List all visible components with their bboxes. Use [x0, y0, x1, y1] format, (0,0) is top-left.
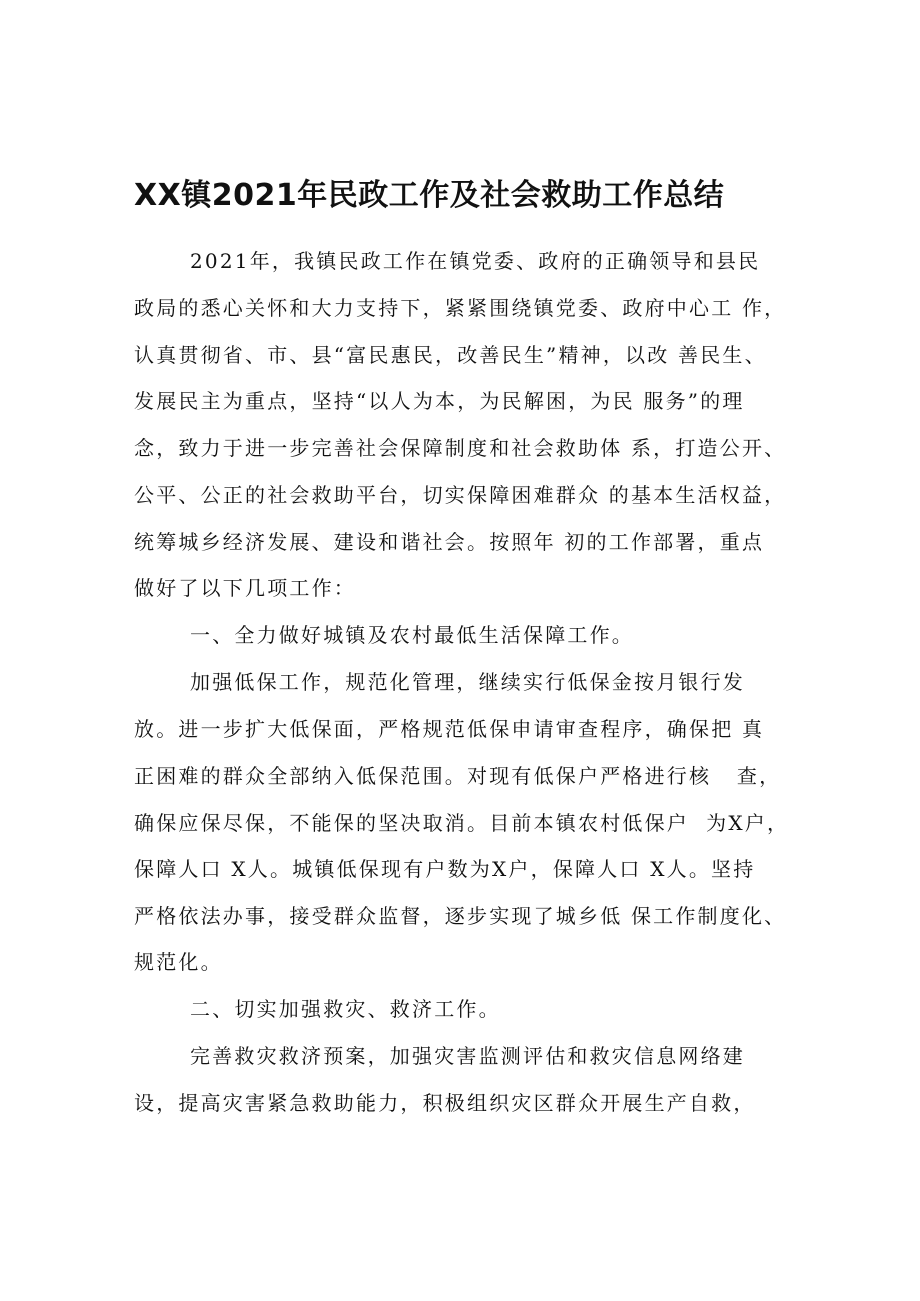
paragraph-line: 政局的悉心关怀和大力支持下，紧紧围绕镇党委、政府中心工 作， [134, 296, 787, 320]
paragraph-line: 公平、公正的社会救助平台，切实保障困难群众 的基本生活权益， [134, 483, 787, 507]
paragraph-line: 设，提高灾害紧急救助能力，积极组织灾区群众开展生产自救， [134, 1091, 756, 1115]
paragraph-line: 念，致力于进一步完善社会保障制度和社会救助体 系，打造公开、 [134, 436, 787, 460]
paragraph-line: 2021年，我镇民政工作在镇党委、政府的正确领导和县民 [190, 249, 761, 273]
paragraph-line: 正困难的群众全部纳入低保范围。对现有低保户严格进行核 查， [134, 764, 782, 788]
paragraph-line: 做好了以下几项工作： [134, 576, 356, 600]
section-heading: 一、全力做好城镇及农村最低生活保障工作。 [190, 623, 634, 647]
paragraph-line: 确保应保尽保，不能保的坚决取消。目前本镇农村低保户 为X户， [134, 811, 790, 835]
paragraph-line: 完善救灾救济预案，加强灾害监测评估和救灾信息网络建 [190, 1044, 745, 1068]
paragraph-line: 放。进一步扩大低保面，严格规范低保申请审查程序，确保把 真 [134, 717, 765, 741]
paragraph-line: 严格依法办事，接受群众监督，逐步实现了城乡低 保工作制度化、 [134, 904, 787, 928]
paragraph-line: 发展民主为重点，坚持“以人为本，为民解困，为民 服务”的理 [134, 389, 745, 413]
paragraph-line: 规范化。 [134, 950, 223, 974]
section-heading: 二、切实加强救灾、救济工作。 [190, 997, 501, 1021]
paragraph-line: 保障人口 X人。城镇低保现有户数为X户，保障人口 X人。坚持 [134, 857, 756, 881]
document-title: XX镇2021年民政工作及社会救助工作总结 [134, 178, 725, 213]
paragraph-line: 加强低保工作，规范化管理，继续实行低保金按月银行发 [190, 670, 745, 694]
paragraph-line: 认真贯彻省、市、县“富民惠民，改善民生”精神，以改 善民生、 [134, 343, 767, 367]
paragraph-line: 统筹城乡经济发展、建设和谐社会。按照年 初的工作部署，重点 [134, 530, 765, 554]
